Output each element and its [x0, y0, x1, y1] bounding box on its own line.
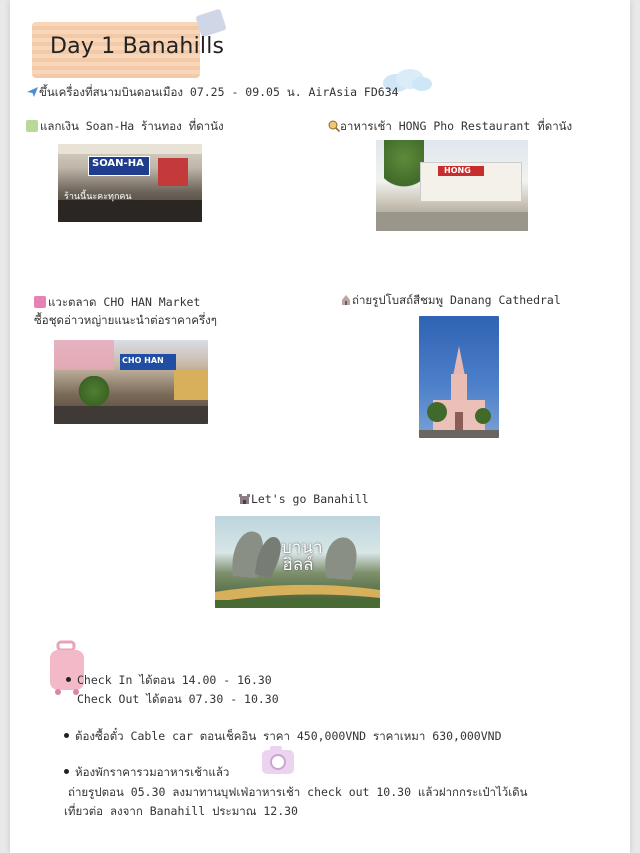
- flight-text: ขึ้นเครื่องที่สนามบินดอนเมือง 07.25 - 09.05 น. AirAsia FD634: [39, 85, 399, 99]
- room-text-1: ห้องพักราคารวมอาหารเช้าแล้ว: [75, 765, 230, 779]
- money-icon: [26, 120, 38, 132]
- hong-sign-text: HONG: [444, 166, 471, 175]
- golden-bridge-photo: [215, 516, 380, 608]
- page-title: Day 1 Banahills: [50, 34, 225, 59]
- room-line: [64, 764, 229, 782]
- cho-han-sign-text: CHO HAN: [122, 356, 164, 365]
- magnifier-icon: [328, 120, 340, 132]
- banahill-heading: [238, 492, 369, 506]
- flight-line: [26, 84, 399, 102]
- checkout-text: Check Out ได้ตอน 07.30 - 10.30: [77, 692, 279, 706]
- breakfast-heading: [328, 118, 572, 136]
- exchange-text: แลกเงิน Soan-Ha ร้านทอง ที่ดานัง: [40, 119, 224, 133]
- bullet: [64, 733, 69, 738]
- hong-pho-restaurant-photo: [376, 140, 528, 231]
- exchange-photo-caption: ร้านนี้นะคะทุกคน: [64, 192, 132, 202]
- bullet: [64, 769, 69, 774]
- exchange-heading: [26, 118, 224, 136]
- cablecar-text: ต้องซื้อตั๋ว Cable car ตอนเช็คอิน ราคา 450,000VND ราคาเหมา 630,000VND: [75, 729, 502, 743]
- airplane-icon: [26, 85, 39, 98]
- cathedral-heading: [340, 292, 561, 310]
- breakfast-text: อาหารเช้า HONG Pho Restaurant ที่ดานัง: [340, 119, 573, 133]
- banahill-text: Let's go Banahill: [251, 492, 369, 506]
- banahill-photo-overlay-text: บานา ฮิลล์: [281, 538, 323, 575]
- itinerary-page: [10, 0, 630, 853]
- room-text-3: เที่ยวต่อ ลงจาก Banahill ประมาณ 12.30: [64, 804, 298, 818]
- cathedral-text: ถ่ายรูปโบสถ์สีชมพู Danang Cathedral: [352, 293, 561, 307]
- camera-sticker-icon: [260, 744, 296, 776]
- checkin-text: Check In ได้ตอน 14.00 - 16.30: [77, 673, 272, 687]
- castle-icon: [238, 492, 251, 505]
- room-text-2: ถ่ายรูปตอน 05.30 ลงมาทานบุฟเฟ่อาหารเช้า check out 10.30 แล้วฝากกระเป๋าไว้เดิน: [68, 785, 528, 799]
- market-text-2: ซื้อชุดอ่าวหญ่ายแนะนำต่อราคาครึ่งๆ: [34, 313, 217, 327]
- market-text-1: แวะตลาด CHO HAN Market: [48, 295, 201, 309]
- shopping-bag-icon: [34, 296, 46, 308]
- soan-ha-sign-text: SOAN-HA: [92, 158, 144, 169]
- bullet: [66, 677, 71, 682]
- church-icon: [340, 294, 352, 306]
- soan-ha-shop-photo: [58, 144, 202, 222]
- checkin-line: [66, 672, 272, 690]
- cho-han-market-photo: [54, 340, 208, 424]
- cathedral-illustration: [419, 316, 499, 438]
- danang-cathedral-photo: [419, 316, 499, 438]
- market-heading: [34, 294, 200, 312]
